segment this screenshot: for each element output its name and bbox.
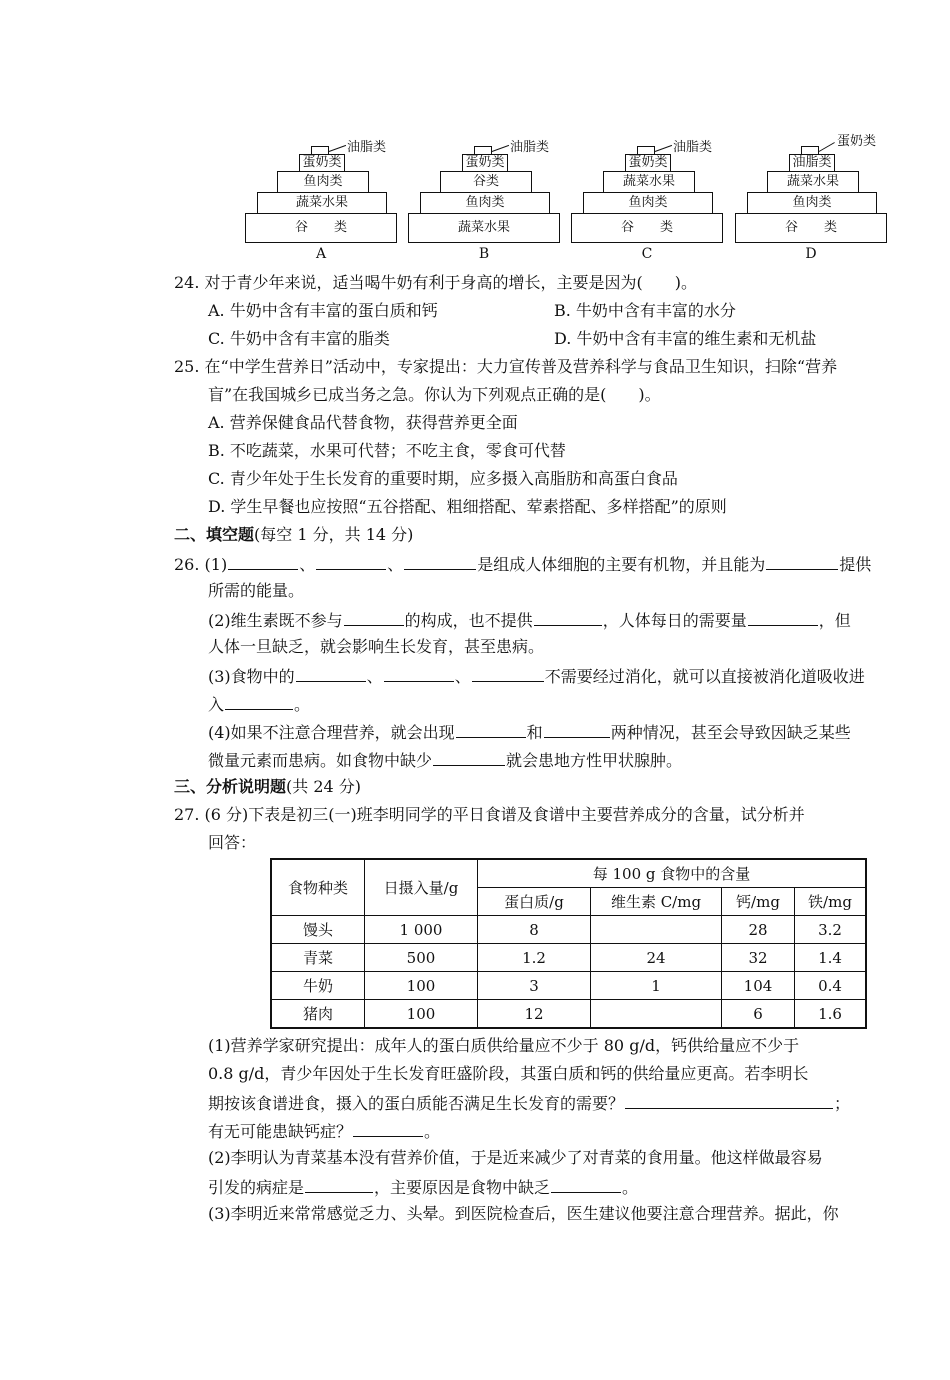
q24-option-a: A. 牛奶中含有丰富的蛋白质和钙 — [208, 301, 438, 320]
q25-option-b: B. 不吃蔬菜，水果可代替；不吃主食，零食可代替 — [208, 441, 566, 460]
cell-vitc: 1 — [591, 972, 722, 1000]
cell-vitc: 24 — [591, 944, 722, 972]
q27-sub1-line4 — [208, 1120, 440, 1142]
question-27-stem-line1: 27. (6 分)下表是初三(一)班李明同学的平日食谱及食谱中主要营养成分的含量，试分析并 — [174, 805, 805, 824]
q26-line1 — [174, 553, 871, 575]
q26-part1-text-end: 提供 — [839, 555, 872, 574]
cell-iron: 1.6 — [795, 1000, 867, 1029]
q24-option-d: D. 牛奶中含有丰富的维生素和无机盐 — [554, 329, 817, 348]
answer-blank[interactable] — [353, 1120, 423, 1137]
answer-blank[interactable] — [766, 553, 838, 570]
cell-calcium: 104 — [722, 972, 795, 1000]
label-leader-line — [492, 145, 509, 152]
option-letter: C — [641, 246, 653, 262]
pyramid-top-label: 油脂类 — [347, 140, 387, 155]
q25-option-c: C. 青少年处于生长发育的重要时期，应多摄入高脂肪和高蛋白食品 — [208, 469, 678, 488]
header-vitc: 维生素 C/mg — [591, 888, 722, 916]
cell-iron: 1.4 — [795, 944, 867, 972]
q26-part3-text: 入 — [208, 695, 225, 714]
separator: 、 — [454, 667, 471, 686]
q24-option-b: B. 牛奶中含有丰富的水分 — [554, 301, 736, 320]
header-food: 食物种类 — [271, 859, 365, 916]
pyramid-level-1: 油脂类 — [789, 154, 835, 172]
pyramid-level-4: 谷 类 — [735, 213, 887, 243]
q26-line7 — [208, 721, 851, 743]
q26-part1-text: 是组成人体细胞的主要有机物，并且能为 — [477, 555, 766, 574]
answer-blank[interactable] — [316, 553, 386, 570]
q27-sub3-line1: (3)李明近来常常感觉乏力、头晕。到医院检查后，医生建议他要注意合理营养。据此，你 — [208, 1204, 839, 1223]
pyramid-level-2: 鱼肉类 — [277, 171, 369, 193]
q27-sub2-text-end: 。 — [622, 1178, 639, 1197]
pyramid-level-4: 谷 类 — [571, 213, 723, 243]
cell-iron: 3.2 — [795, 916, 867, 944]
cell-intake: 100 — [365, 972, 478, 1000]
nutrition-table — [270, 858, 867, 1029]
q27-sub2-text: 引发的病症是 — [208, 1178, 305, 1197]
section-2-heading — [174, 525, 413, 545]
option-letter: B — [478, 246, 490, 262]
pyramid-level-2: 蔬菜水果 — [603, 171, 695, 193]
section-3-note: (共 24 分) — [286, 777, 362, 796]
q27-sub1-line2: 0.8 g/d，青少年因处于生长发育旺盛阶段，其蛋白质和钙的供给量应更高。若李明长 — [208, 1064, 809, 1083]
answer-blank[interactable] — [534, 609, 602, 626]
table-row — [271, 972, 866, 1000]
answer-blank[interactable] — [225, 693, 293, 710]
cell-calcium: 28 — [722, 916, 795, 944]
separator: 、 — [387, 555, 404, 574]
cell-calcium: 6 — [722, 1000, 795, 1029]
q26-part4-text: 和 — [526, 723, 543, 742]
q26-line8 — [208, 749, 682, 771]
cell-calcium: 32 — [722, 944, 795, 972]
cell-vitc — [591, 916, 722, 944]
header-intake: 日摄入量/g — [365, 859, 478, 916]
label-leader-line — [329, 145, 346, 152]
pyramid-a — [245, 140, 397, 268]
answer-blank[interactable] — [748, 609, 818, 626]
pyramid-level-1: 蛋奶类 — [625, 154, 671, 172]
q25-option-d: D. 学生早餐也应按照“五谷搭配、粗细搭配、荤素搭配、多样搭配”的原则 — [208, 497, 727, 516]
section-3-title: 三、分析说明题 — [174, 777, 287, 796]
pyramid-level-1: 蛋奶类 — [462, 154, 508, 172]
cell-intake: 500 — [365, 944, 478, 972]
cell-iron: 0.4 — [795, 972, 867, 1000]
q26-part4-text: 微量元素而患病。如食物中缺少 — [208, 751, 433, 770]
pyramid-level-1: 蛋奶类 — [299, 154, 345, 172]
q26-line4: 人体一旦缺乏，就会影响生长发育，甚至患病。 — [208, 637, 545, 656]
answer-blank[interactable] — [305, 1176, 373, 1193]
pyramid-level-3: 蔬菜水果 — [257, 192, 387, 214]
answer-blank[interactable] — [296, 665, 366, 682]
answer-blank[interactable] — [551, 1176, 621, 1193]
q27-sub2-line1: (2)李明认为青菜基本没有营养价值，于是近来减少了对青菜的食用量。他这样做最容易 — [208, 1148, 823, 1167]
answer-blank[interactable] — [433, 749, 505, 766]
question-24-stem: 24. 对于青少年来说，适当喝牛奶有利于身高的增长，主要是因为( )。 — [174, 273, 698, 292]
q26-part2-text: (2)维生素既不参与 — [208, 611, 343, 630]
option-letter: D — [805, 246, 817, 262]
q24-option-c: C. 牛奶中含有丰富的脂类 — [208, 329, 390, 348]
pyramid-level-2: 蔬菜水果 — [767, 171, 859, 193]
question-25-stem-line1: 25. 在“中学生营养日”活动中，专家提出：大力宣传普及营养科学与食品卫生知识，扫除“营养 — [174, 357, 838, 376]
cell-protein: 12 — [478, 1000, 591, 1029]
cell-protein: 3 — [478, 972, 591, 1000]
separator: 、 — [366, 667, 383, 686]
cell-intake: 100 — [365, 1000, 478, 1029]
q27-sub1-text: 期按该食谱进食，摄入的蛋白质能否满足生长发育的需要？ — [208, 1094, 625, 1113]
answer-blank[interactable] — [456, 721, 526, 738]
q26-line3 — [208, 609, 851, 631]
cell-food: 牛奶 — [271, 972, 365, 1000]
q26-part3-text-end: 。 — [294, 695, 311, 714]
q26-part2-text: 的构成，也不提供 — [404, 611, 533, 630]
q26-part1-label: (1) — [204, 555, 228, 574]
pyramid-level-3: 鱼肉类 — [583, 192, 713, 214]
q25-option-a: A. 营养保健食品代替食物，获得营养更全面 — [208, 413, 518, 432]
q26-part2-text-end: ，但 — [818, 611, 851, 630]
pyramid-level-4: 蔬菜水果 — [408, 213, 560, 243]
pyramid-b — [408, 140, 560, 268]
table-row — [271, 1000, 866, 1029]
answer-blank[interactable] — [625, 1092, 833, 1109]
cell-food: 馒头 — [271, 916, 365, 944]
section-2-title: 二、填空题 — [174, 525, 255, 544]
q26-line6 — [208, 693, 310, 715]
answer-blank[interactable] — [344, 609, 404, 626]
q27-sub2-text: ，主要原因是食物中缺乏 — [374, 1178, 551, 1197]
q26-part3-text: 不需要经过消化，就可以直接被消化道吸收进 — [544, 667, 865, 686]
header-protein: 蛋白质/g — [478, 888, 591, 916]
q26-part3-text: (3)食物中的 — [208, 667, 295, 686]
pyramid-level-3: 鱼肉类 — [420, 192, 550, 214]
separator: 、 — [299, 555, 316, 574]
q26-part4-text-end: 就会患地方性甲状腺肿。 — [506, 751, 683, 770]
answer-blank[interactable] — [384, 665, 454, 682]
q26-line2: 所需的能量。 — [208, 581, 305, 600]
cell-food: 青菜 — [271, 944, 365, 972]
question-25-stem-line2: 盲”在我国城乡已成当务之急。你认为下列观点正确的是( )。 — [208, 385, 661, 404]
section-2-note: (每空 1 分，共 14 分) — [254, 525, 414, 544]
label-leader-line — [655, 145, 672, 152]
answer-blank[interactable] — [228, 553, 298, 570]
q27-sub1-text-end: ； — [834, 1094, 851, 1113]
q26-part2-text: ，人体每日的需要量 — [602, 611, 747, 630]
cell-protein: 8 — [478, 916, 591, 944]
q27-sub1-text: 有无可能患缺钙症？ — [208, 1122, 353, 1141]
pyramid-level-4: 谷 类 — [245, 213, 397, 243]
header-iron: 铁/mg — [795, 888, 867, 916]
q26-line5 — [208, 665, 865, 687]
header-calcium: 钙/mg — [722, 888, 795, 916]
pyramid-top-label: 油脂类 — [510, 140, 550, 155]
q27-sub2-line2 — [208, 1176, 638, 1198]
q26-part4-text: 两种情况，甚至会导致因缺乏某些 — [610, 723, 851, 742]
table-row — [271, 944, 866, 972]
table-row — [271, 916, 866, 944]
cell-vitc — [591, 1000, 722, 1029]
q26-number: 26. — [174, 555, 200, 574]
option-letter: A — [315, 246, 327, 262]
answer-blank[interactable] — [472, 665, 544, 682]
pyramid-c — [571, 140, 723, 268]
label-leader-line — [819, 142, 835, 152]
q27-sub1-line1: (1)营养学家研究提出：成年人的蛋白质供给量应不少于 80 g/d，钙供给量应不少于 — [208, 1036, 800, 1055]
answer-blank[interactable] — [544, 721, 610, 738]
pyramid-level-3: 鱼肉类 — [747, 192, 877, 214]
q26-part4-text: (4)如果不注意合理营养，就会出现 — [208, 723, 455, 742]
q27-sub1-line3 — [208, 1092, 850, 1114]
question-27-stem-line2: 回答： — [208, 833, 257, 852]
q27-sub1-text-end: 。 — [424, 1122, 441, 1141]
header-per100: 每 100 g 食物中的含量 — [478, 859, 867, 888]
answer-blank[interactable] — [404, 553, 476, 570]
section-3-heading — [174, 777, 361, 797]
cell-protein: 1.2 — [478, 944, 591, 972]
cell-intake: 1 000 — [365, 916, 478, 944]
cell-food: 猪肉 — [271, 1000, 365, 1029]
pyramid-d — [735, 134, 887, 268]
table-header-row — [271, 859, 866, 888]
pyramid-level-2: 谷类 — [440, 171, 532, 193]
pyramid-top-label: 蛋奶类 — [837, 134, 877, 149]
pyramid-top-label: 油脂类 — [673, 140, 713, 155]
